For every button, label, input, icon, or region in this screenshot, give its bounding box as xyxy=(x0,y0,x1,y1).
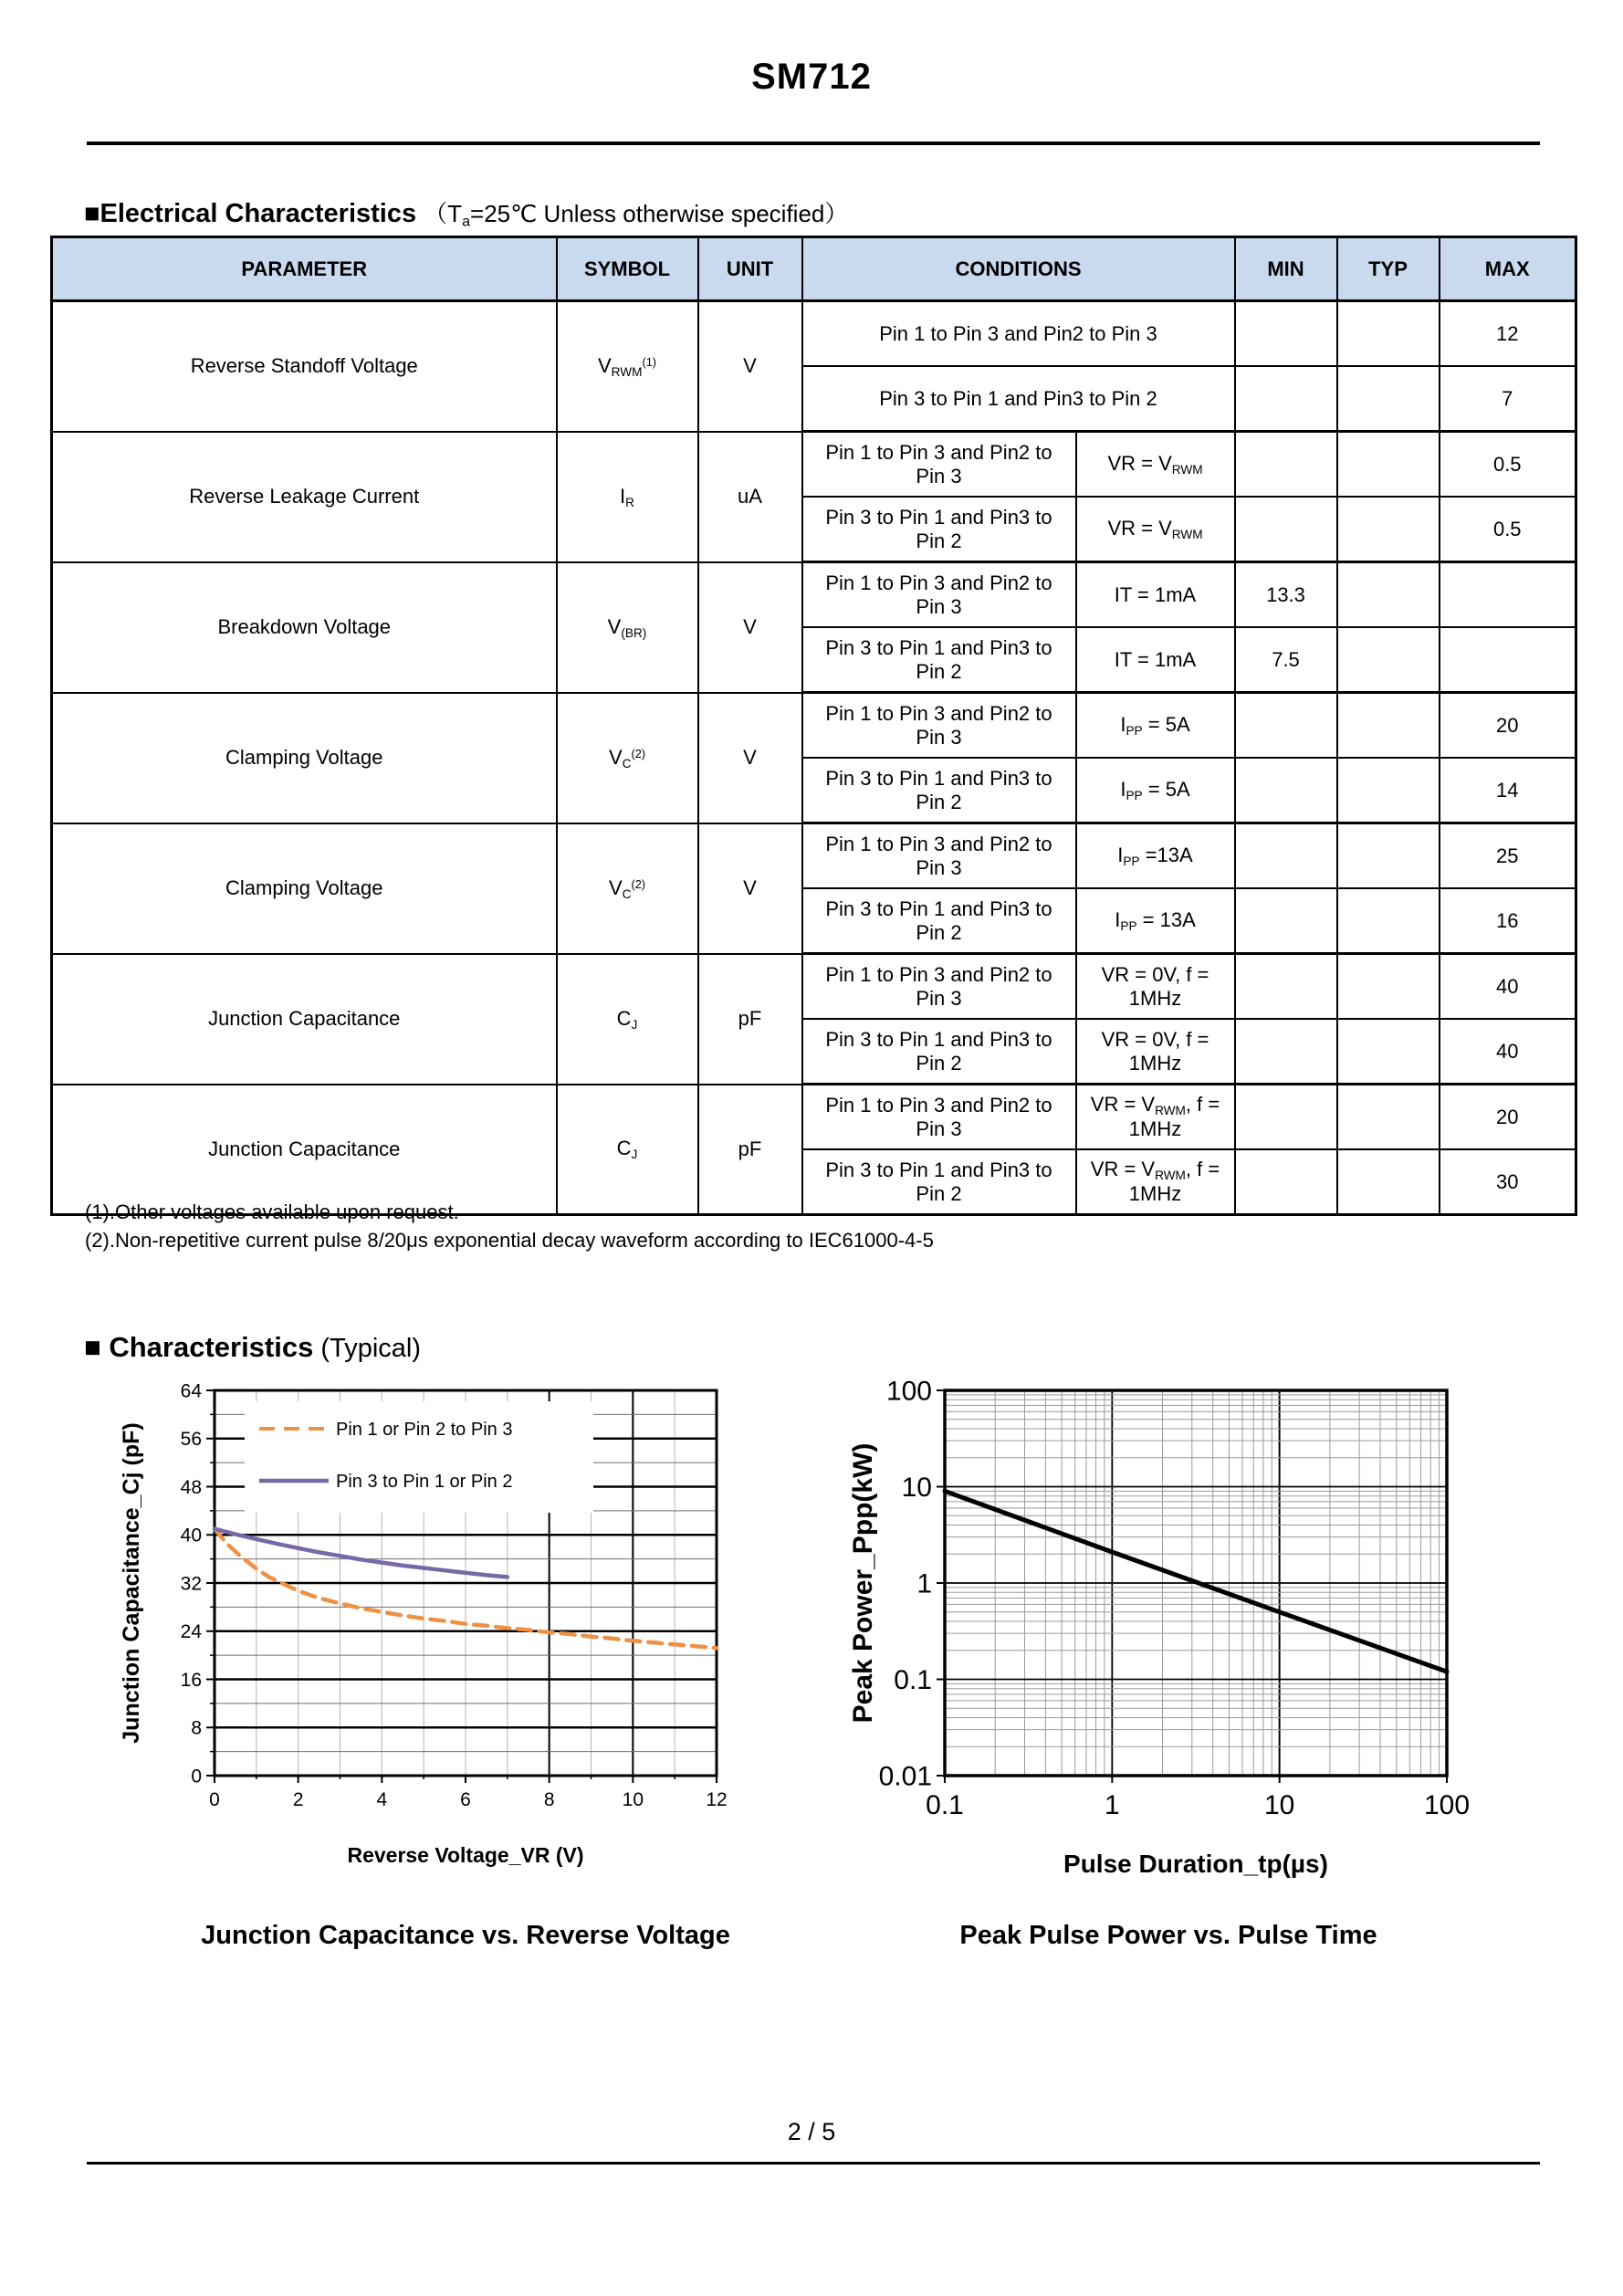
x-tick-label: 0.1 xyxy=(926,1790,964,1820)
min-cell: 7.5 xyxy=(1235,627,1337,693)
data-series-line xyxy=(945,1491,1447,1672)
y-tick-label: 1 xyxy=(916,1568,932,1599)
x-tick-label: 10 xyxy=(1263,1790,1295,1820)
junction-capacitance-chart xyxy=(91,1365,749,1894)
condition-cell: Pin 1 to Pin 3 and Pin2 to Pin 3 xyxy=(802,432,1076,498)
condition-value-cell: VR = 0V, f = 1MHz xyxy=(1076,954,1235,1020)
x-tick-label: 100 xyxy=(1423,1790,1471,1820)
y-tick-label: 16 xyxy=(180,1669,202,1691)
page-title: SM712 xyxy=(751,57,872,97)
condition-value-cell: $I_{PP} = 5A$ xyxy=(1076,758,1235,823)
condition-value-cell: $I_{PP} =13A$ xyxy=(1076,823,1235,889)
max-cell xyxy=(1440,562,1576,628)
symbol-cell: $V_{RWM}^{(1)}$ xyxy=(557,301,698,432)
typ-cell xyxy=(1337,823,1440,889)
typ-cell xyxy=(1337,301,1440,367)
condition-cell: Pin 3 to Pin 1 and Pin3 to Pin 2 xyxy=(802,497,1076,562)
characteristics-heading xyxy=(84,1331,421,1364)
symbol-cell: $V_{(BR)}$ xyxy=(557,562,698,693)
heading-bold-text: ■ Characteristics xyxy=(84,1331,314,1363)
peak-pulse-power-chart xyxy=(822,1365,1479,1894)
x-tick-label: 12 xyxy=(706,1789,728,1810)
y-tick-label: 8 xyxy=(191,1717,202,1739)
condition-value-cell: VR = $V_{RWM}$, f = 1MHz xyxy=(1076,1149,1235,1215)
typ-cell xyxy=(1337,366,1440,432)
unit-cell: V xyxy=(698,562,802,693)
condition-cell: Pin 1 to Pin 3 and Pin2 to Pin 3 xyxy=(802,823,1076,889)
y-tick-label: 64 xyxy=(180,1380,202,1402)
y-tick-label: 100 xyxy=(885,1376,932,1407)
condition-value-cell: IT = 1mA xyxy=(1076,627,1235,693)
electrical-characteristics-table xyxy=(50,236,1577,1216)
min-cell xyxy=(1235,1149,1337,1215)
x-tick-label: 10 xyxy=(622,1789,644,1810)
typ-cell xyxy=(1337,497,1440,562)
x-tick-label: 4 xyxy=(376,1789,388,1810)
unit-cell: V xyxy=(698,823,802,954)
max-cell xyxy=(1440,627,1576,693)
legend-label: Pin 3 to Pin 1 or Pin 2 xyxy=(336,1472,513,1492)
table-row xyxy=(52,1085,1576,1150)
title-rule xyxy=(87,142,1540,145)
y-axis-title: Peak Power_Ppp(kW) xyxy=(848,1442,878,1724)
table-row xyxy=(52,301,1576,367)
max-cell: 20 xyxy=(1440,1085,1576,1150)
typ-cell xyxy=(1337,1085,1440,1150)
condition-cell: Pin 3 to Pin 1 and Pin3 to Pin 2 xyxy=(802,366,1235,432)
typ-cell xyxy=(1337,562,1440,628)
condition-cell: Pin 3 to Pin 1 and Pin3 to Pin 2 xyxy=(802,1149,1076,1215)
condition-cell: Pin 1 to Pin 3 and Pin2 to Pin 3 xyxy=(802,954,1076,1020)
legend-label: Pin 1 or Pin 2 to Pin 3 xyxy=(336,1420,513,1440)
min-cell: 13.3 xyxy=(1235,562,1337,628)
parameter-cell: Junction Capacitance xyxy=(52,954,557,1085)
unit-cell: pF xyxy=(698,954,802,1085)
column-header-conditions: CONDITIONS xyxy=(802,237,1235,301)
heading-condition-text: （$T_a=25℃$ Unless otherwise specified） xyxy=(424,200,849,230)
parameter-cell: Reverse Leakage Current xyxy=(52,432,557,562)
x-axis-title: Pulse Duration_tp(µs) xyxy=(1063,1850,1328,1878)
typ-cell xyxy=(1337,693,1440,759)
max-cell: 12 xyxy=(1440,301,1576,367)
x-tick-label: 1 xyxy=(1104,1790,1120,1820)
min-cell xyxy=(1235,432,1337,498)
min-cell xyxy=(1235,301,1337,367)
max-cell: 40 xyxy=(1440,1019,1576,1085)
condition-value-cell: IT = 1mA xyxy=(1076,562,1235,628)
condition-value-cell: VR = 0V, f = 1MHz xyxy=(1076,1019,1235,1085)
y-tick-label: 10 xyxy=(901,1473,932,1503)
y-tick-label: 24 xyxy=(180,1621,202,1643)
condition-cell: Pin 3 to Pin 1 and Pin3 to Pin 2 xyxy=(802,1019,1076,1085)
footnote-2: (2).Non-repetitive current pulse 8/20μs exponential decay waveform according to IEC61000-4-5 xyxy=(85,1229,934,1252)
table-row xyxy=(52,693,1576,759)
max-cell: 7 xyxy=(1440,366,1576,432)
heading-bold-text: ■Electrical Characteristics xyxy=(84,199,417,228)
condition-cell: Pin 3 to Pin 1 and Pin3 to Pin 2 xyxy=(802,888,1076,954)
table-body xyxy=(52,301,1576,1215)
min-cell xyxy=(1235,1019,1337,1085)
x-tick-label: 8 xyxy=(543,1789,555,1810)
table-header xyxy=(52,237,1576,301)
typ-cell xyxy=(1337,1149,1440,1215)
parameter-cell: Junction Capacitance xyxy=(52,1085,557,1215)
table-row xyxy=(52,562,1576,628)
column-header-symbol: SYMBOL xyxy=(557,237,698,301)
parameter-cell: Reverse Standoff Voltage xyxy=(52,301,557,432)
min-cell xyxy=(1235,758,1337,823)
min-cell xyxy=(1235,888,1337,954)
condition-cell: Pin 3 to Pin 1 and Pin3 to Pin 2 xyxy=(802,758,1076,823)
typ-cell xyxy=(1337,1019,1440,1085)
column-header-typ: TYP xyxy=(1337,237,1440,301)
min-cell xyxy=(1235,497,1337,562)
min-cell xyxy=(1235,693,1337,759)
condition-cell: Pin 3 to Pin 1 and Pin3 to Pin 2 xyxy=(802,627,1076,693)
min-cell xyxy=(1235,1085,1337,1150)
page-number: 2 / 5 xyxy=(787,2118,836,2145)
column-header-unit: UNIT xyxy=(698,237,802,301)
unit-cell: uA xyxy=(698,432,802,562)
max-cell: 25 xyxy=(1440,823,1576,889)
unit-cell: pF xyxy=(698,1085,802,1215)
typ-cell xyxy=(1337,627,1440,693)
unit-cell: V xyxy=(698,301,802,432)
footnote-1: (1).Other voltages available upon request. xyxy=(85,1200,459,1223)
x-tick-label: 0 xyxy=(209,1789,220,1810)
max-cell: 0.5 xyxy=(1440,497,1576,562)
max-cell: 0.5 xyxy=(1440,432,1576,498)
heading-typical-text: (Typical) xyxy=(313,1334,421,1363)
table-row xyxy=(52,432,1576,498)
parameter-cell: Clamping Voltage xyxy=(52,823,557,954)
symbol-cell: $V_C^{(2)}$ xyxy=(557,823,698,954)
min-cell xyxy=(1235,823,1337,889)
electrical-characteristics-heading xyxy=(84,195,848,231)
column-header-parameter: PARAMETER xyxy=(52,237,557,301)
column-header-min: MIN xyxy=(1235,237,1337,301)
y-tick-label: 32 xyxy=(180,1573,202,1595)
symbol-cell: $C_J$ xyxy=(557,1085,698,1215)
typ-cell xyxy=(1337,954,1440,1020)
symbol-cell: $I_R$ xyxy=(557,432,698,562)
data-series-line xyxy=(215,1529,508,1578)
parameter-cell: Breakdown Voltage xyxy=(52,562,557,693)
y-axis-title: Junction Capacitance_Cj (pF) xyxy=(119,1422,144,1744)
symbol-cell: $C_J$ xyxy=(557,954,698,1085)
max-cell: 14 xyxy=(1440,758,1576,823)
column-header-max: MAX xyxy=(1440,237,1576,301)
condition-value-cell: VR = $V_{RWM}$ xyxy=(1076,497,1235,562)
unit-cell: V xyxy=(698,693,802,823)
condition-cell: Pin 1 to Pin 3 and Pin2 to Pin 3 xyxy=(802,1085,1076,1150)
y-tick-label: 48 xyxy=(180,1476,202,1498)
condition-value-cell: VR = $V_{RWM}$, f = 1MHz xyxy=(1076,1085,1235,1150)
left-chart-caption: Junction Capacitance vs. Reverse Voltage xyxy=(201,1921,730,1950)
x-axis-title: Reverse Voltage_VR (V) xyxy=(347,1843,584,1867)
max-cell: 16 xyxy=(1440,888,1576,954)
condition-value-cell: $I_{PP} = 5A$ xyxy=(1076,693,1235,759)
typ-cell xyxy=(1337,758,1440,823)
footnotes xyxy=(85,1198,934,1254)
legend-box xyxy=(245,1401,593,1513)
footer-rule xyxy=(87,2162,1540,2165)
max-cell: 30 xyxy=(1440,1149,1576,1215)
condition-value-cell: $I_{PP} = 13A$ xyxy=(1076,888,1235,954)
y-tick-label: 0.01 xyxy=(878,1761,932,1792)
condition-value-cell: VR = $V_{RWM}$ xyxy=(1076,432,1235,498)
min-cell xyxy=(1235,954,1337,1020)
min-cell xyxy=(1235,366,1337,432)
y-tick-label: 40 xyxy=(180,1525,202,1546)
condition-cell: Pin 1 to Pin 3 and Pin2 to Pin 3 xyxy=(802,562,1076,628)
typ-cell xyxy=(1337,432,1440,498)
x-tick-label: 2 xyxy=(292,1789,304,1810)
typ-cell xyxy=(1337,888,1440,954)
table-row xyxy=(52,823,1576,889)
right-chart-caption: Peak Pulse Power vs. Pulse Time xyxy=(959,1921,1377,1950)
symbol-cell: $V_C^{(2)}$ xyxy=(557,693,698,823)
condition-cell: Pin 1 to Pin 3 and Pin2 to Pin 3 xyxy=(802,301,1235,367)
max-cell: 20 xyxy=(1440,693,1576,759)
x-tick-label: 6 xyxy=(460,1789,471,1810)
condition-cell: Pin 1 to Pin 3 and Pin2 to Pin 3 xyxy=(802,693,1076,759)
table-row xyxy=(52,954,1576,1020)
max-cell: 40 xyxy=(1440,954,1576,1020)
y-tick-label: 56 xyxy=(180,1429,202,1451)
y-tick-label: 0 xyxy=(191,1766,202,1788)
y-tick-label: 0.1 xyxy=(894,1665,932,1695)
parameter-cell: Clamping Voltage xyxy=(52,693,557,823)
